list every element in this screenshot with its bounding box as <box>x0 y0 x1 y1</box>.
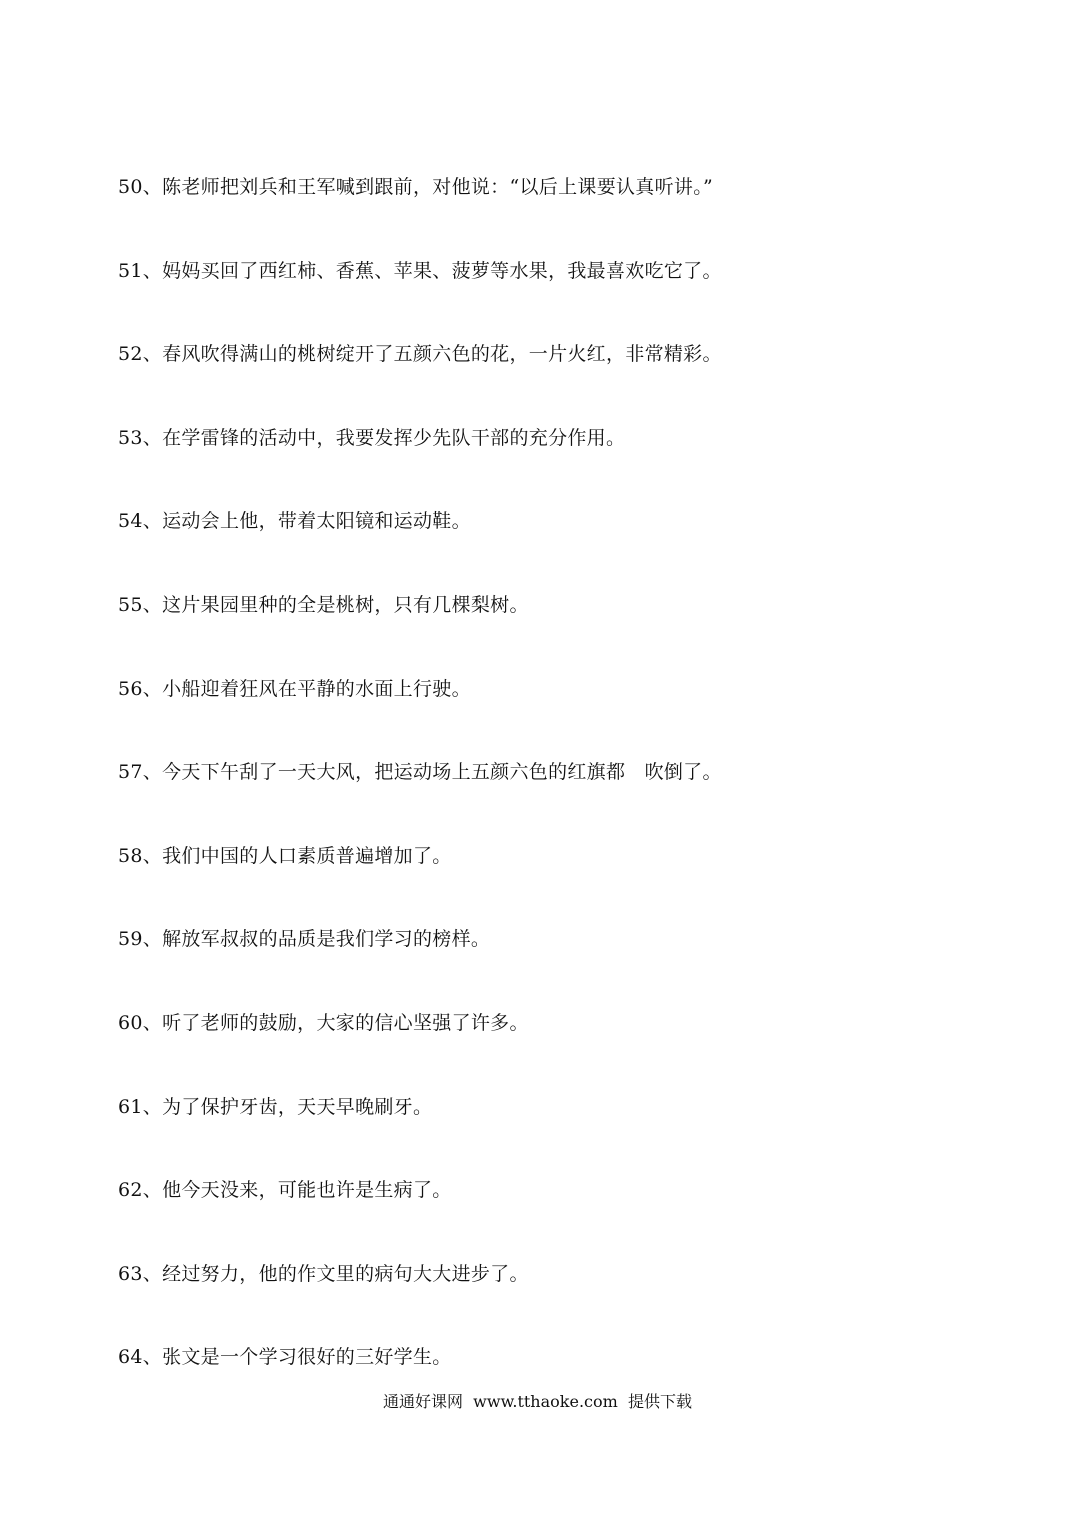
sentence-item: 58、我们中国的人口素质普遍增加了。 <box>118 844 452 867</box>
footer-credit: 通通好课网 www.tthaoke.com 提供下载 <box>383 1392 692 1411</box>
sentence-list <box>118 170 722 1424</box>
sentence-item: 55、这片果园里种的全是桃树，只有几棵梨树。 <box>118 593 529 616</box>
sentence-item: 52、春风吹得满山的桃树绽开了五颜六色的花，一片火红，非常精彩。 <box>118 343 722 366</box>
sentence-item: 56、小船迎着狂风在平静的水面上行驶。 <box>118 677 471 700</box>
sentence-item: 63、经过努力，他的作文里的病句大大进步了。 <box>118 1262 529 1285</box>
sentence-item: 64、张文是一个学习很好的三好学生。 <box>118 1346 452 1369</box>
sentence-item: 60、听了老师的鼓励，大家的信心坚强了许多。 <box>118 1011 529 1034</box>
sentence-item: 57、今天下午刮了一天大风，把运动场上五颜六色的红旗都 吹倒了。 <box>118 761 722 784</box>
sentence-item: 61、为了保护牙齿，天天早晚刷牙。 <box>118 1095 433 1118</box>
sentence-item: 59、解放军叔叔的品质是我们学习的榜样。 <box>118 928 491 951</box>
sentence-item: 62、他今天没来，可能也许是生病了。 <box>118 1179 452 1202</box>
sentence-item: 54、运动会上他，带着太阳镜和运动鞋。 <box>118 510 471 533</box>
sentence-item: 50、陈老师把刘兵和王军喊到跟前，对他说：“以后上课要认真听讲。” <box>118 176 714 198</box>
sentence-item: 53、在学雷锋的活动中，我要发挥少先队干部的充分作用。 <box>118 426 626 449</box>
sentence-item: 51、妈妈买回了西红柿、香蕉、苹果、菠萝等水果，我最喜欢吃它了。 <box>118 259 722 282</box>
